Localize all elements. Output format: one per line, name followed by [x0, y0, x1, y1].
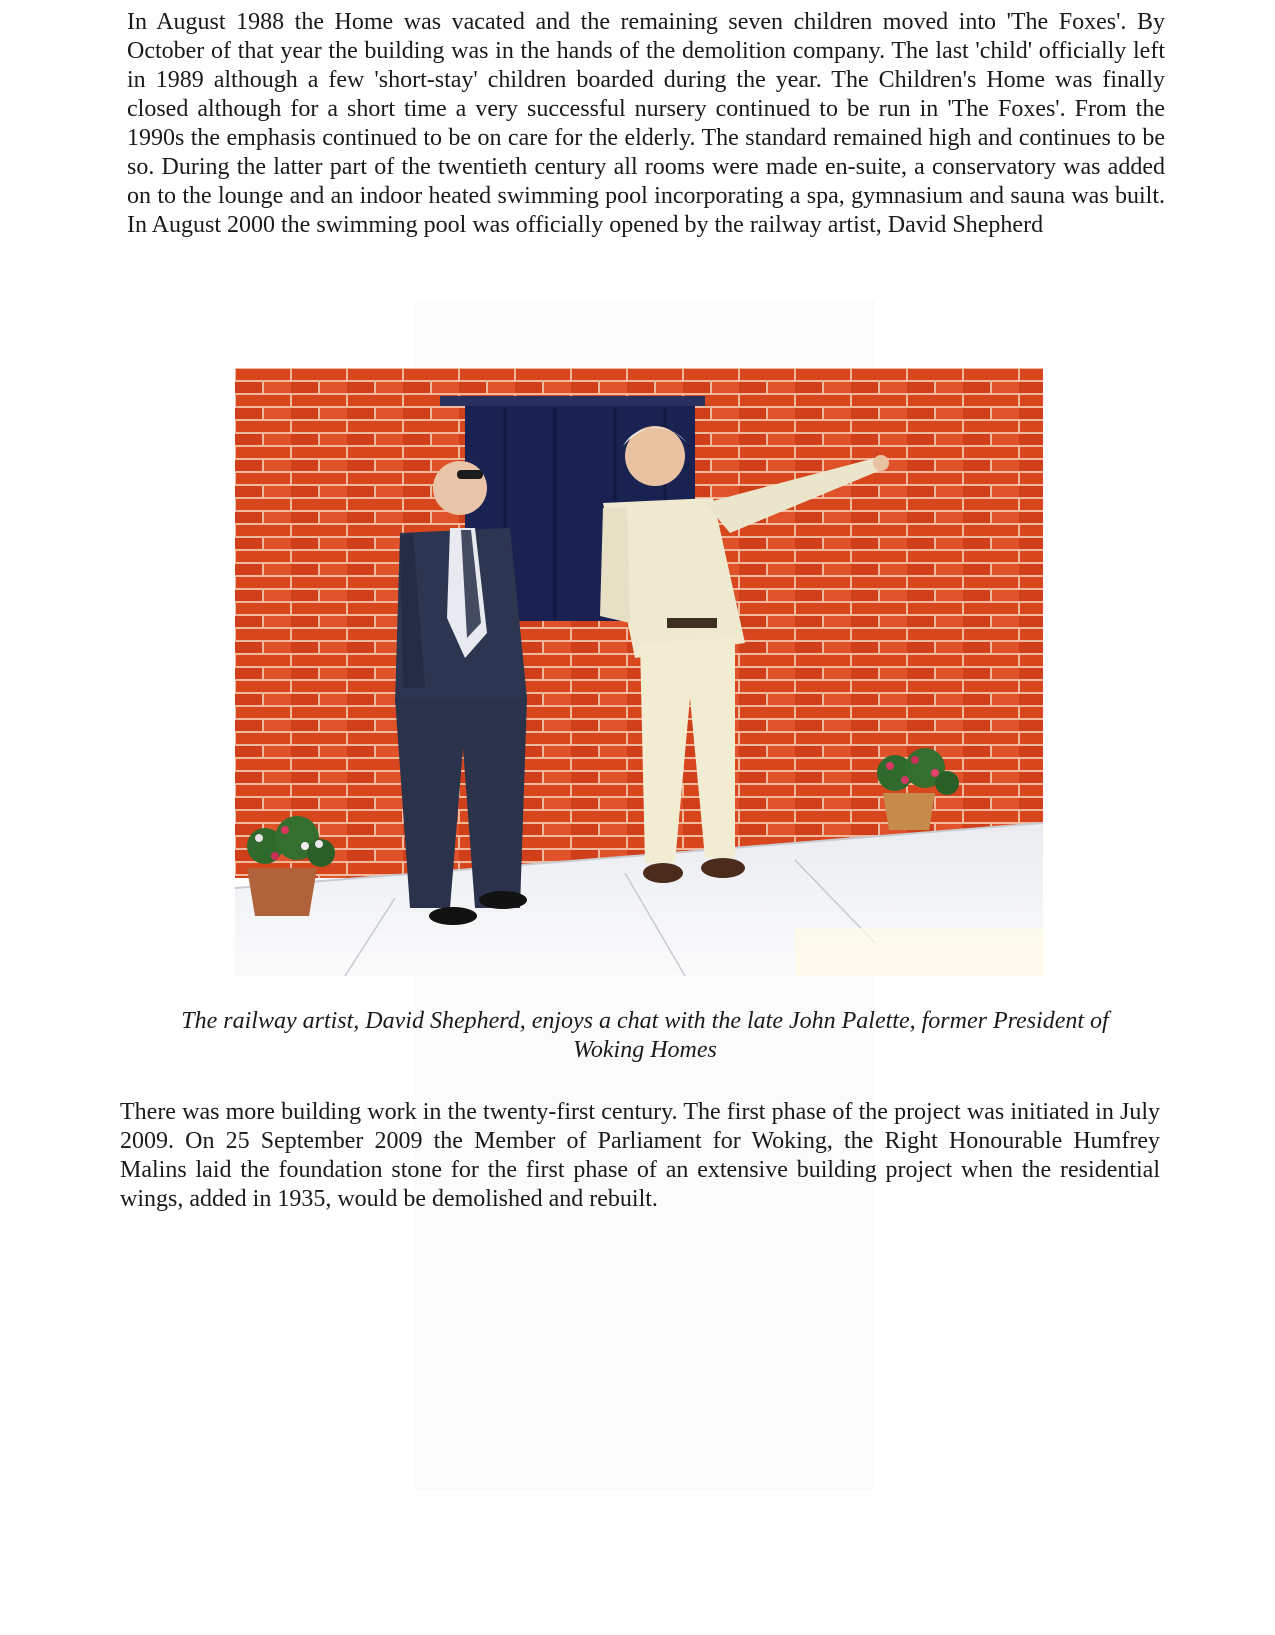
paragraph-building-work: There was more building work in the twenty-first century. The first phase of the project was initiated in July 2009. On 25 September 2009 the Member of Parliament for Woking, the Right Honourable Humfrey Malins laid the foundation stone for the first phase of an extensive building project when the residential wings, added in 1935, would be demolished and rebuilt. [120, 1099, 1160, 1212]
caption-line-2: Woking Homes [573, 1037, 717, 1063]
paragraph-intro: In August 1988 the Home was vacated and the remaining seven children moved into 'The Foxes'. By October of that year the building was in the hands of the demolition company. The last 'child' officially left in 1989 although a few 'short-stay' children boarded during the year. The Children's Home was finally closed although for a short time a very successful nursery continued to be run in 'The Foxes'. From the 1990s the emphasis continued to be on care for the elderly. The standard remained high and continues to be so. During the latter part of the twentieth century all rooms were made en-suite, a conservatory was added on to the lounge and an indoor heated swimming pool incorporating a spa, gymnasium and sauna was built. In August 2000 the swimming pool was officially opened by the railway artist, David Shepherd [127, 9, 1165, 238]
photo-caption [130, 1007, 1160, 1065]
photo-illustration [235, 368, 1043, 976]
curtain-rail [440, 396, 705, 406]
caption-line-1: The railway artist, David Shepherd, enjoys a chat with the late John Palette, former President of [181, 1008, 1109, 1034]
photo-shepherd-palette [235, 368, 1043, 976]
